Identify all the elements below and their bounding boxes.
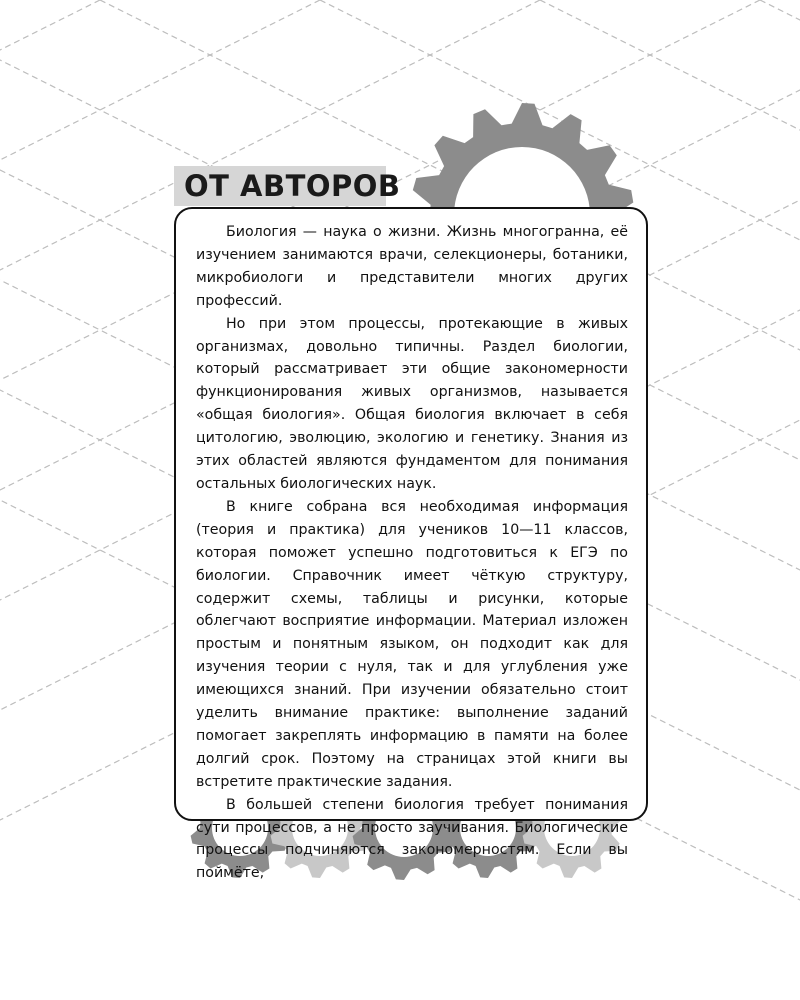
- body-text: [196, 221, 628, 885]
- dashed-line: [760, 0, 800, 1000]
- paragraph-3: В книге собрана вся необходимая информация (теория и практика) для учеников 10—11 классов, которая поможет успешно подготовиться к ЕГЭ по биологии. Справочник имеет чёткую структуру, содержит схемы, таблицы и рисунки, которые облегчают восприятие информации. Материал изложен простым и понятным языком, он подходит как для изучения теории с нуля, так и для углубления уже имеющихся знаний. При изучении обязательно стоит уделить внимание практике: выполнение заданий помогает закреплять информацию в памяти на более долгий срок. Поэтому на страницах этой книги вы встретите практические задания.: [196, 498, 628, 790]
- page-title: ОТ АВТОРОВ: [184, 169, 401, 203]
- dashed-line: [0, 0, 100, 1000]
- paragraph-4: В большей степени биология требует понимания сути процессов, а не просто заучивания. Биологические процессы подчиняются закономерностям. Если вы поймёте,: [196, 796, 628, 882]
- paragraph-1: Биология — наука о жизни. Жизнь многогранна, её изучением занимаются врачи, селекционеры, ботаники, микробиологи и представители многих других профессий.: [196, 224, 628, 309]
- paragraph-2: Но при этом процессы, протекающие в живых организмах, довольно типичны. Раздел биологии, который рассматривает эти общие закономерности функционирования живых организмов, называется «общая биология». Общая биология включает в себя цитологию, эволюцию, экологию и генетику. Знания из этих областей являются фундаментом для понимания остальных биологических наук.: [196, 315, 628, 492]
- text-box: [174, 207, 648, 882]
